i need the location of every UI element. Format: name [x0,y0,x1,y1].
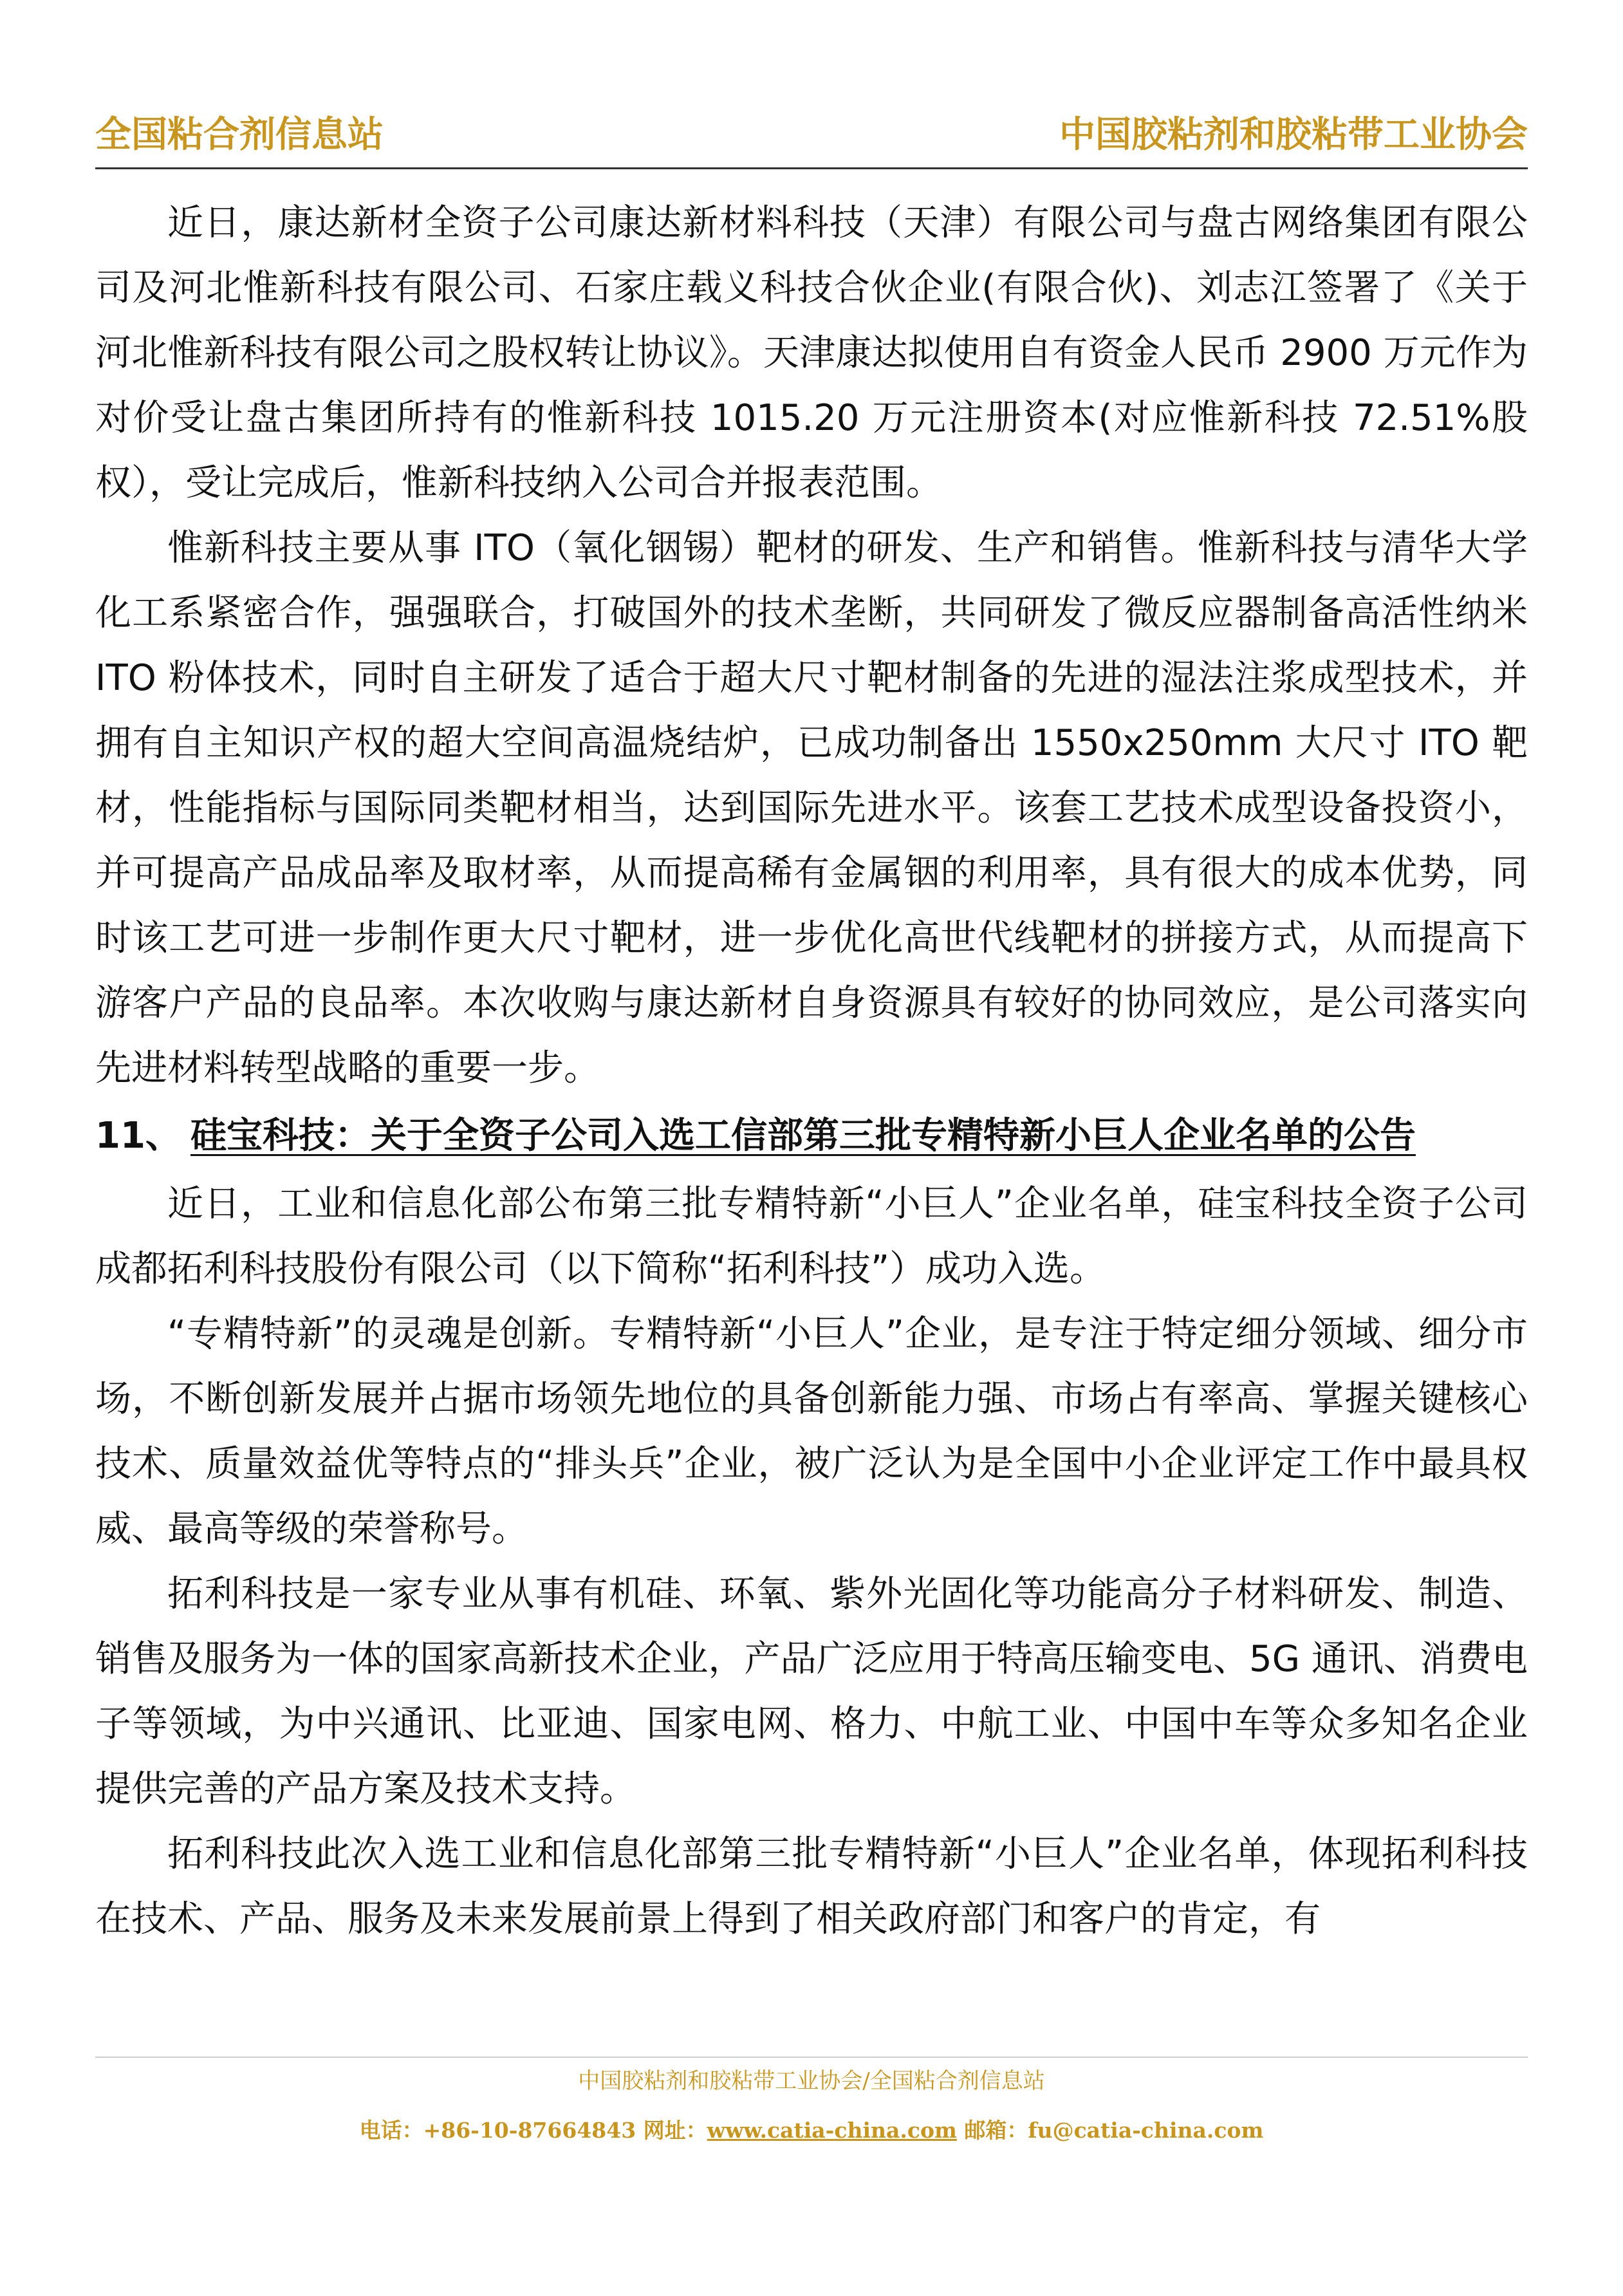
header-site-name: 全国粘合剂信息站 [95,114,384,156]
header-divider [95,167,1528,169]
footer-divider [95,2057,1528,2058]
paragraph: 拓利科技是一家专业从事有机硅、环氧、紫外光固化等功能高分子材料研发、制造、销售及服务为一体的国家高新技术企业，产品广泛应用于特高压输变电、5G 通讯、消费电子等领域，为中兴通讯、比亚迪、国家电网、格力、中航工业、中国中车等众多知名企业提供完善的产品方案及技术支持。 [95,1573,1528,1810]
article-body [95,191,1528,1952]
paragraph: “专精特新”的灵魂是创新。专精特新“小巨人”企业，是专注于特定细分领域、细分市场，不断创新发展并占据市场领先地位的具备创新能力强、市场占有率高、掌握关键核心技术、质量效益优等特点的“排头兵”企业，被广泛认为是全国中小企业评定工作中最具权威、最高等级的荣誉称号。 [95,1313,1528,1550]
section-heading [95,1101,1528,1171]
paragraph: 拓利科技此次入选工业和信息化部第三批专精特新“小巨人”企业名单，体现拓利科技在技术、产品、服务及未来发展前景上得到了相关政府部门和客户的肯定，有 [95,1833,1528,1940]
footer-phone: 电话：+86-10-87664843 网址： [359,2118,707,2143]
footer-contact [0,2114,1623,2147]
paragraph: 近日，康达新材全资子公司康达新材料科技（天津）有限公司与盘古网络集团有限公司及河北惟新科技有限公司、石家庄载义科技合伙企业(有限合伙)、刘志江签署了《关于河北惟新科技有限公司之股权转让协议》。天津康达拟使用自有资金人民币 2900 万元作为对价受让盘古集团所持有的惟新科技 1015.20 万元注册资本(对应惟新科技 72.51%股权），受让完成后，惟新科技纳入公司合并报表范围。 [95,202,1528,504]
paragraph: 近日，工业和信息化部公布第三批专精特新“小巨人”企业名单，硅宝科技全资子公司成都拓利科技股份有限公司（以下简称“拓利科技”）成功入选。 [95,1183,1528,1290]
page-header [95,109,1528,167]
section-title: 硅宝科技：关于全资子公司入选工信部第三批专精特新小巨人企业名单的公告 [190,1115,1416,1157]
header-association-name: 中国胶粘剂和胶粘带工业协会 [1059,114,1528,156]
section-number: 11、 [95,1115,181,1157]
footer-email: 邮箱：fu@catia-china.com [956,2118,1264,2143]
paragraph: 惟新科技主要从事 ITO（氧化铟锡）靶材的研发、生产和销售。惟新科技与清华大学化工系紧密合作，强强联合，打破国外的技术垄断，共同研发了微反应器制备高活性纳米 ITO 粉体技术，同时自主研发了适合于超大尺寸靶材制备的先进的湿法注浆成型技术，并拥有自主知识产权的超大空间高温烧结炉，已成功制备出 1550x250mm 大尺寸 ITO 靶材，性能指标与国际同类靶材相当，达到国际先进水平。该套工艺技术成型设备投资小，并可提高产品成品率及取材率，从而提高稀有金属铟的利用率，具有很大的成本优势，同时该工艺可进一步制作更大尺寸靶材，进一步优化高世代线靶材的拼接方式，从而提高下游客户产品的良品率。本次收购与康达新材自身资源具有较好的协同效应，是公司落实向先进材料转型战略的重要一步。 [95,527,1528,1089]
website-link[interactable]: www.catia-china.com [707,2118,957,2143]
footer-organizations: 中国胶粘剂和胶粘带工业协会/全国粘合剂信息站 [578,2068,1045,2094]
